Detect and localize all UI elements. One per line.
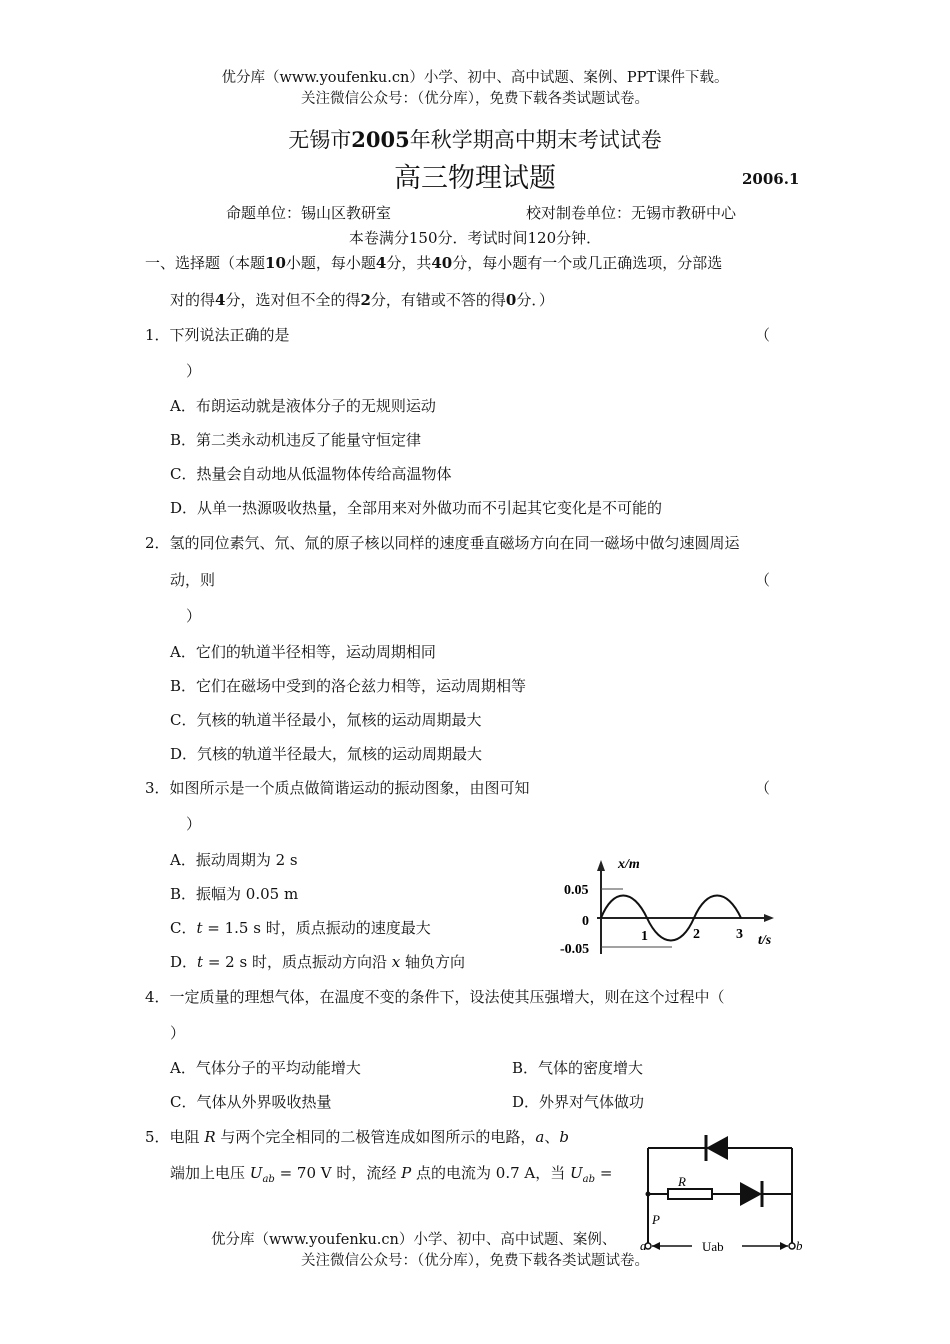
q3-stem: 3．如图所示是一个质点做简谐运动的振动图象，由图可知 [145,779,530,797]
y-tick-top: 0.05 [564,883,589,898]
y-tick-zero: 0 [582,914,589,929]
footer-line1: 优分库（www.youfenku.cn）小学、初中、高中试题、案例、 [211,1232,617,1248]
q3-option-a: A．振动周期为 2 s [170,851,298,869]
q4-option-b: B．气体的密度增大 [512,1059,644,1077]
q1-option-a: A．布朗运动就是液体分子的无规则运动 [170,397,436,415]
q2-stem-line2: 动，则 [170,571,216,589]
q5-line1: 5．电阻 R 与两个完全相同的二极管连成如图所示的电路，a、b [145,1128,569,1146]
setter: 命题单位：锡山区教研室 [226,204,392,222]
footer-line2: 关注微信公众号：（优分库），免费下载各类试题试卷。 [301,1253,649,1269]
resistor-label: R [678,1174,686,1189]
q2-close-paren: ） [186,607,202,625]
q3-option-b: B．振幅为 0.05 m [170,885,299,903]
q2-option-d: D．氕核的轨道半径最大，氚核的运动周期最大 [170,745,483,763]
section1-line2: 对的得4分，选对但不全的得2分，有错或不答的得0分．） [170,291,554,309]
x-axis-arrow [597,860,605,871]
diode-middle-icon [740,1182,762,1206]
header-line2: 关注微信公众号：（优分库），免费下载各类试题试卷。 [301,91,649,107]
q5-line2: 端加上电压 $U_{ab} = 70$ V 时，流经 P 点的电流为 0.7 A，当 $U_{ab}$ = [170,1164,613,1185]
t-axis-arrow [764,914,774,922]
q3-close-paren: ） [186,815,202,833]
q1-stem: 1．下列说法正确的是 [145,326,290,344]
voltage-label: Uab [702,1239,724,1254]
vibration-graph [552,852,782,964]
q1-open-paren: （ [755,326,771,344]
terminal-a-label: a [640,1238,647,1253]
q3-open-paren: （ [755,779,771,797]
y-tick-bottom: -0.05 [560,942,590,957]
x-axis-label: t/s [758,933,772,948]
x-tick-1: 1 [641,929,648,944]
x-tick-2: 2 [693,927,700,942]
q1-option-d: D．从单一热源吸收热量，全部用来对外做功而不引起其它变化是不可能的 [170,499,663,517]
diode-top-icon [706,1136,728,1160]
q4-option-a: A．气体分子的平均动能增大 [170,1059,361,1077]
section1-line1: 一、选择题（本题10小题，每小题4分，共40分，每小题有一个或几正确选项，分部选 [145,254,723,272]
circuit-diagram [632,1128,802,1256]
q1-option-b: B．第二类永动机违反了能量守恒定律 [170,431,422,449]
q2-open-paren: （ [755,571,771,589]
q2-option-b: B．它们在磁场中受到的洛仑兹力相等，运动周期相等 [170,677,527,695]
score-time: 本卷满分150分．考试时间120分钟． [348,229,602,247]
point-p-label: P [652,1212,660,1227]
resistor-r [668,1189,712,1199]
q2-stem-line1: 2．氢的同位素氕、氘、氚的原子核以同样的速度垂直磁场方向在同一磁场中做匀速圆周运 [145,534,740,552]
q2-option-a: A．它们的轨道半径相等，运动周期相同 [170,643,436,661]
q1-option-c: C．热量会自动地从低温物体传给高温物体 [170,465,452,483]
terminal-b-label: b [796,1238,802,1253]
checker: 校对制卷单位：无锡市教研中心 [526,204,737,222]
q3-option-d: D．t = 2 s 时，质点振动方向沿 x 轴负方向 [170,953,465,971]
q4-option-d: D．外界对气体做功 [512,1093,645,1111]
q1-close-paren: ） [186,362,202,380]
q4-close-paren: ） [170,1024,186,1042]
x-tick-3: 3 [736,927,743,942]
q4-option-c: C．气体从外界吸收热量 [170,1093,332,1111]
header-line1: 优分库（www.youfenku.cn）小学、初中、高中试题、案例、PPT课件下载。 [221,70,729,86]
q2-option-c: C．氕核的轨道半径最小，氚核的运动周期最大 [170,711,482,729]
subject-title: 高三物理试题 [394,163,556,194]
exam-title: 无锡市2005年秋学期高中期末考试试卷 [288,127,662,152]
q3-option-c: C．t = 1.5 s 时，质点振动的速度最大 [170,919,431,937]
exam-date: 2006.1 [742,170,800,188]
q4-stem: 4．一定质量的理想气体，在温度不变的条件下，设法使其压强增大，则在这个过程中（ [145,988,725,1006]
y-axis-label: x/m [618,857,640,872]
